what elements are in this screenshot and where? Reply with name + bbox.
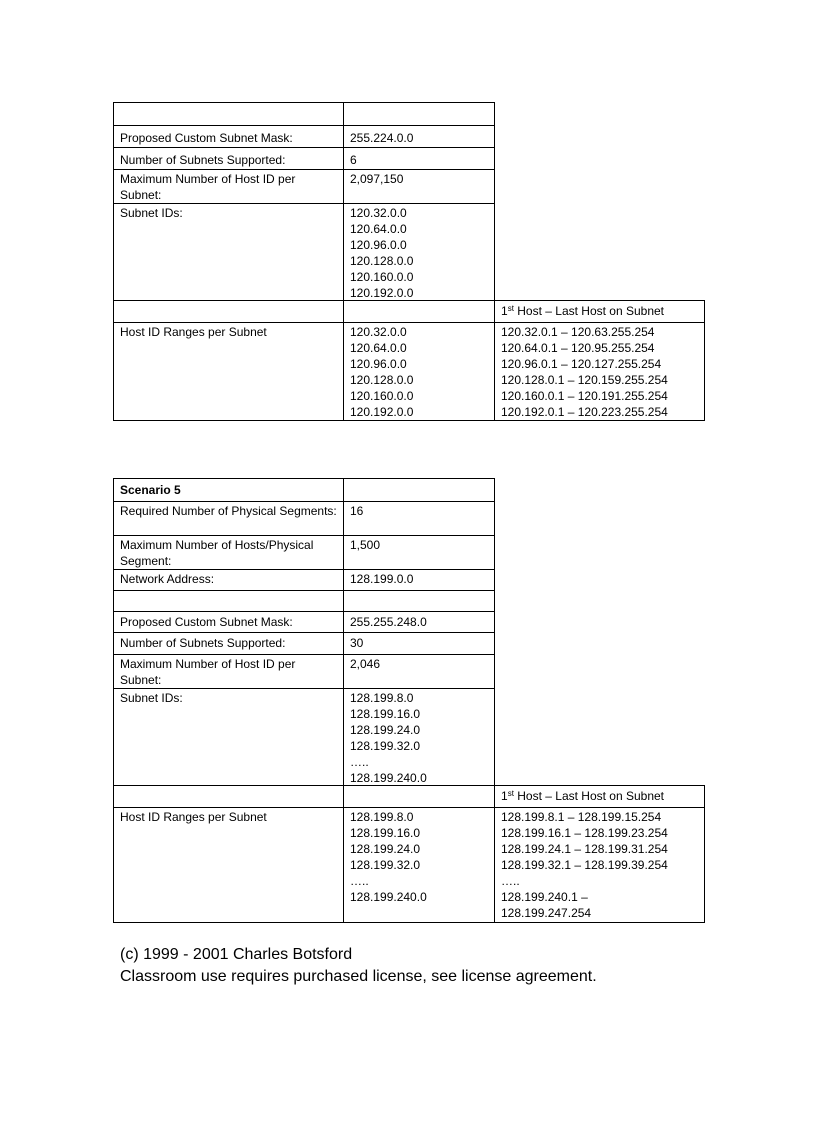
table2-range-header-empty2 bbox=[343, 785, 495, 808]
host-range: 128.199.240.1 – bbox=[501, 890, 588, 904]
host-range: 120.160.0.1 – 120.191.255.254 bbox=[501, 389, 668, 403]
host-range: 128.199.24.1 – 128.199.31.254 bbox=[501, 842, 668, 856]
table2-blank-cell2 bbox=[343, 590, 495, 612]
range-subnet-id: 128.199.8.0 bbox=[350, 810, 414, 824]
range-subnet-id: 120.32.0.0 bbox=[350, 325, 407, 339]
subnet-id-ellipsis: ….. bbox=[350, 755, 369, 769]
table1-subnets-value: 6 bbox=[343, 147, 495, 170]
table1-range-header bbox=[494, 300, 705, 323]
table2-hosts-segment-value: 1,500 bbox=[343, 535, 495, 570]
table2-segments-value: 16 bbox=[343, 501, 495, 536]
table1-range-header-empty1 bbox=[113, 300, 344, 323]
license-text: Classroom use requires purchased license, see license agreement. bbox=[120, 968, 597, 985]
table1-subnet-ids-list bbox=[343, 203, 495, 301]
range-subnet-id-ellipsis: ….. bbox=[350, 874, 369, 888]
range-subnet-id: 120.192.0.0 bbox=[350, 405, 414, 419]
table2-subnets-label: Number of Subnets Supported: bbox=[113, 632, 344, 655]
host-range: 128.199.16.1 – 128.199.23.254 bbox=[501, 826, 668, 840]
table2-maxhosts-label: Maximum Number of Host ID per Subnet: bbox=[113, 654, 344, 689]
table2-network-value: 128.199.0.0 bbox=[343, 569, 495, 591]
range-subnet-id: 120.160.0.0 bbox=[350, 389, 414, 403]
subnet-id: 120.160.0.0 bbox=[350, 270, 414, 284]
subnet-id: 128.199.32.0 bbox=[350, 739, 421, 753]
range-subnet-id: 128.199.32.0 bbox=[350, 858, 421, 872]
range-header-suffix: Host – Last Host on Subnet bbox=[513, 789, 665, 803]
host-range: 128.199.32.1 – 128.199.39.254 bbox=[501, 858, 668, 872]
host-range: 120.192.0.1 – 120.223.255.254 bbox=[501, 405, 668, 419]
subnet-id: 120.128.0.0 bbox=[350, 254, 414, 268]
table1-mask-value: 255.224.0.0 bbox=[343, 125, 495, 148]
table2-range-header-empty1 bbox=[113, 785, 344, 808]
table2-network-label: Network Address: bbox=[113, 569, 344, 591]
table1-ranges-label: Host ID Ranges per Subnet bbox=[113, 322, 344, 421]
host-range: 120.128.0.1 – 120.159.255.254 bbox=[501, 373, 668, 387]
subnet-id: 128.199.240.0 bbox=[350, 771, 427, 785]
table2-mask-label: Proposed Custom Subnet Mask: bbox=[113, 611, 344, 633]
host-range: 120.32.0.1 – 120.63.255.254 bbox=[501, 325, 655, 339]
range-header-sup: st bbox=[507, 304, 514, 313]
range-header-sup: st bbox=[507, 789, 514, 798]
table2-title-empty bbox=[343, 478, 495, 502]
table1-subnets-label: Number of Subnets Supported: bbox=[113, 147, 344, 170]
range-subnet-id: 128.199.16.0 bbox=[350, 826, 421, 840]
table2-ranges-values bbox=[494, 807, 705, 923]
table2-segments-label: Required Number of Physical Segments: bbox=[113, 501, 344, 536]
host-range-ellipsis: ….. bbox=[501, 874, 520, 888]
table2-hosts-segment-label: Maximum Number of Hosts/Physical Segment: bbox=[113, 535, 344, 570]
table1-maxhosts-value: 2,097,150 bbox=[343, 169, 495, 204]
table1-header-value bbox=[343, 102, 495, 126]
range-subnet-id: 128.199.24.0 bbox=[350, 842, 421, 856]
table2-ranges-ids bbox=[343, 807, 495, 923]
host-range: 120.64.0.1 – 120.95.255.254 bbox=[501, 341, 655, 355]
subnet-id: 128.199.16.0 bbox=[350, 707, 421, 721]
subnet-id: 120.192.0.0 bbox=[350, 286, 414, 300]
copyright-text: (c) 1999 - 2001 Charles Botsford bbox=[120, 946, 353, 963]
host-range-continued: 128.199.247.254 bbox=[501, 906, 592, 920]
subnet-id: 120.96.0.0 bbox=[350, 238, 407, 252]
range-header-prefix: 1 bbox=[501, 304, 508, 318]
table2-maxhosts-value: 2,046 bbox=[343, 654, 495, 689]
subnet-id: 120.64.0.0 bbox=[350, 222, 407, 236]
table1-ranges-values bbox=[494, 322, 705, 421]
host-range: 128.199.8.1 – 128.199.15.254 bbox=[501, 810, 662, 824]
range-subnet-id: 128.199.240.0 bbox=[350, 890, 427, 904]
table1-subnet-ids-label: Subnet IDs: bbox=[113, 203, 344, 301]
table1-mask-label: Proposed Custom Subnet Mask: bbox=[113, 125, 344, 148]
page-footer bbox=[120, 944, 597, 988]
table2-ranges-label: Host ID Ranges per Subnet bbox=[113, 807, 344, 923]
table2-subnet-ids-label: Subnet IDs: bbox=[113, 688, 344, 786]
table2-mask-value: 255.255.248.0 bbox=[343, 611, 495, 633]
subnet-id: 128.199.24.0 bbox=[350, 723, 421, 737]
table1-header-label bbox=[113, 102, 344, 126]
subnet-id: 128.199.8.0 bbox=[350, 691, 414, 705]
scenario-title: Scenario 5 bbox=[113, 478, 344, 502]
table2-range-header bbox=[494, 785, 705, 808]
table1-ranges-ids bbox=[343, 322, 495, 421]
host-range: 120.96.0.1 – 120.127.255.254 bbox=[501, 357, 662, 371]
table1-maxhosts-label: Maximum Number of Host ID per Subnet: bbox=[113, 169, 344, 204]
table2-subnet-ids-list bbox=[343, 688, 495, 786]
table1-range-header-empty2 bbox=[343, 300, 495, 323]
range-header-suffix: Host – Last Host on Subnet bbox=[513, 304, 665, 318]
range-subnet-id: 120.128.0.0 bbox=[350, 373, 414, 387]
table2-subnets-value: 30 bbox=[343, 632, 495, 655]
range-subnet-id: 120.64.0.0 bbox=[350, 341, 407, 355]
range-subnet-id: 120.96.0.0 bbox=[350, 357, 407, 371]
table2-blank-cell1 bbox=[113, 590, 344, 612]
subnet-id: 120.32.0.0 bbox=[350, 206, 407, 220]
range-header-prefix: 1 bbox=[501, 789, 508, 803]
